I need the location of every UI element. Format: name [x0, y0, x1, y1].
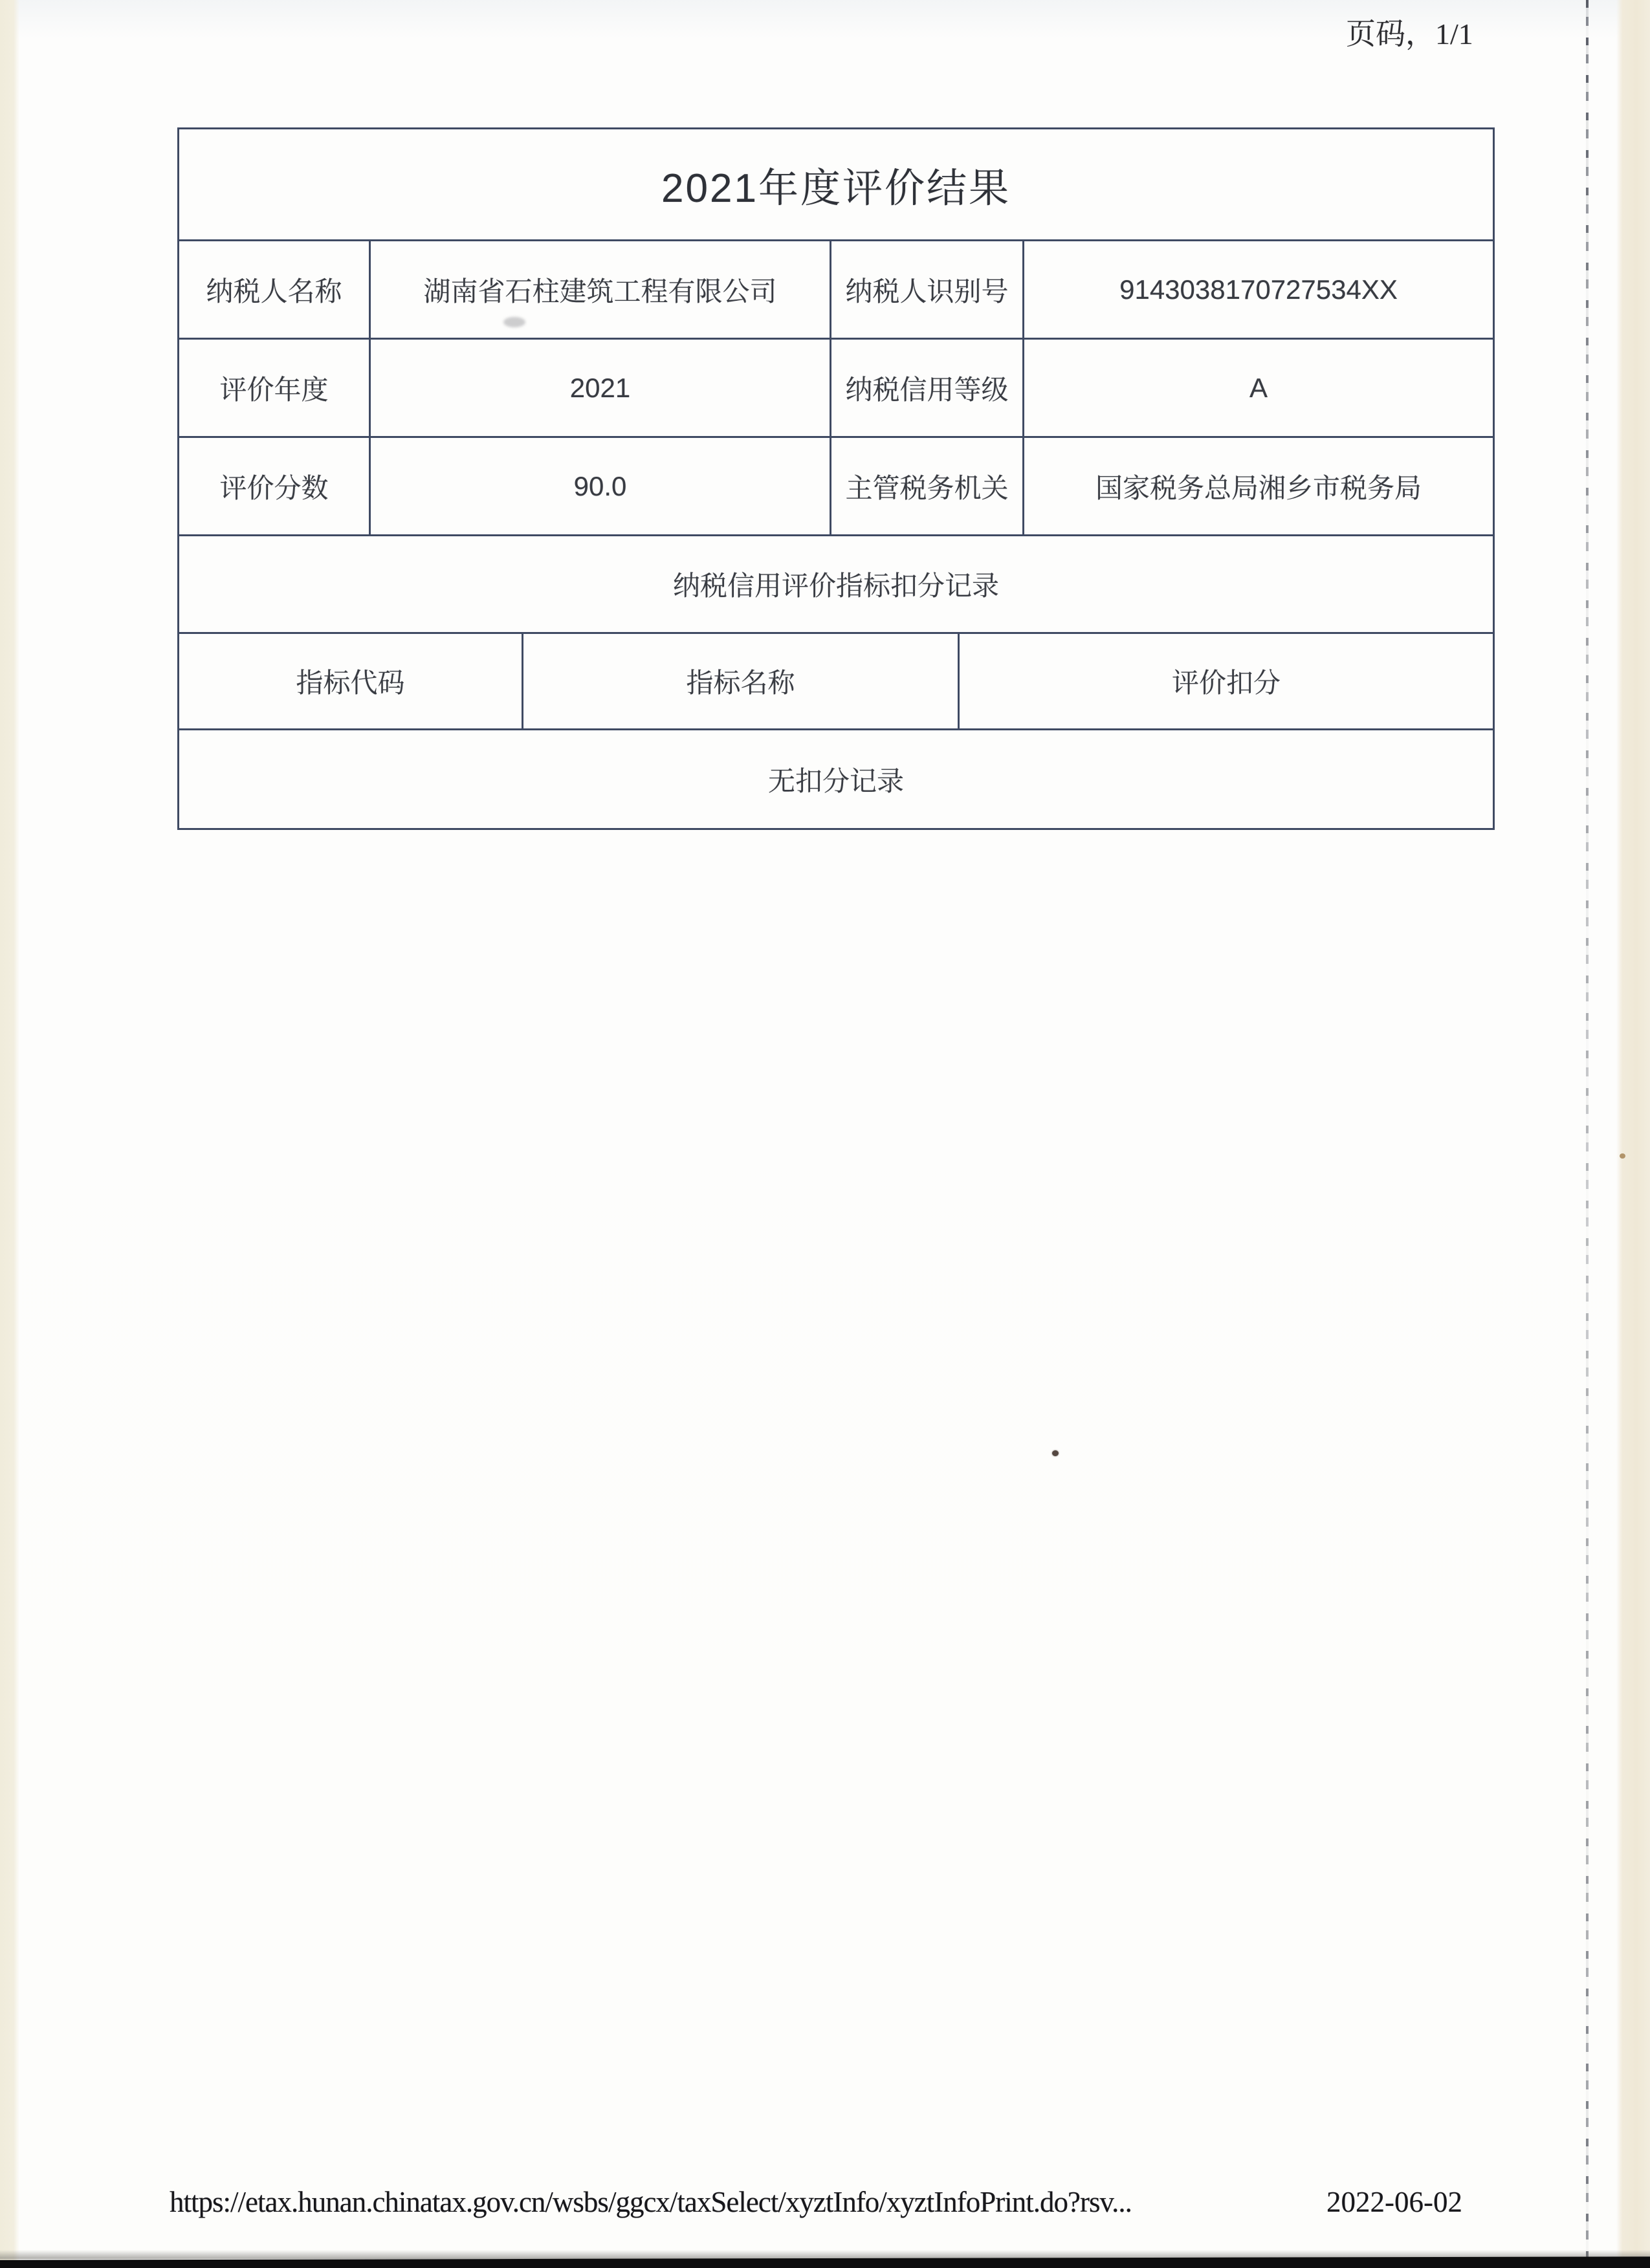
report-title: 2021年度评价结果 — [661, 166, 1011, 211]
table-row-taxpayer — [179, 241, 1493, 340]
evaluation-result-table — [177, 127, 1495, 830]
eval-year-value: 2021 — [371, 340, 831, 436]
taxpayer-id-value: 9143038170727534XX — [1119, 274, 1398, 305]
table-row-eval-score — [179, 438, 1493, 536]
col-header-indicator-name: 指标名称 — [523, 634, 960, 728]
col-header-eval-deduction: 评价扣分 — [1171, 668, 1281, 698]
scan-tear-line-artifact — [1586, 0, 1589, 2268]
credit-level-label: 纳税信用等级 — [831, 340, 1024, 436]
table-title-row — [179, 129, 1493, 241]
scan-speck-artifact — [1052, 1450, 1059, 1456]
scan-edge-left — [0, 0, 19, 2268]
eval-year-label: 评价年度 — [179, 340, 371, 436]
eval-score-value: 90.0 — [371, 438, 831, 534]
col-header-indicator-code: 指标代码 — [179, 634, 523, 728]
no-deduction-row — [179, 730, 1493, 828]
deduction-column-header-row — [179, 634, 1493, 730]
taxpayer-name-value: 湖南省石柱建筑工程有限公司 — [371, 241, 831, 338]
scan-speck-artifact — [1620, 1153, 1625, 1159]
scan-smudge-artifact — [503, 317, 525, 327]
print-date: 2022-06-02 — [1326, 2186, 1462, 2218]
deduction-section-title: 纳税信用评价指标扣分记录 — [672, 571, 999, 601]
taxpayer-id-label: 纳税人识别号 — [831, 241, 1024, 338]
eval-score-label: 评价分数 — [179, 438, 371, 534]
credit-level-value: A — [1249, 372, 1268, 403]
source-url-text: https://etax.hunan.chinatax.gov.cn/wsbs/ggcx/taxSelect/xyztInfo/xyztInfoPrint.do?rsv... — [170, 2186, 1132, 2218]
scan-edge-right — [1616, 0, 1650, 2268]
no-deduction-text: 无扣分记录 — [767, 765, 904, 796]
taxpayer-name-label: 纳税人名称 — [179, 241, 371, 338]
tax-authority-value: 国家税务总局湘乡市税务局 — [1095, 472, 1422, 503]
table-row-eval-year — [179, 340, 1493, 438]
page-number: 页码，1/1 — [1346, 17, 1473, 50]
deduction-section-header-row — [179, 536, 1493, 634]
tax-authority-label: 主管税务机关 — [831, 438, 1024, 534]
